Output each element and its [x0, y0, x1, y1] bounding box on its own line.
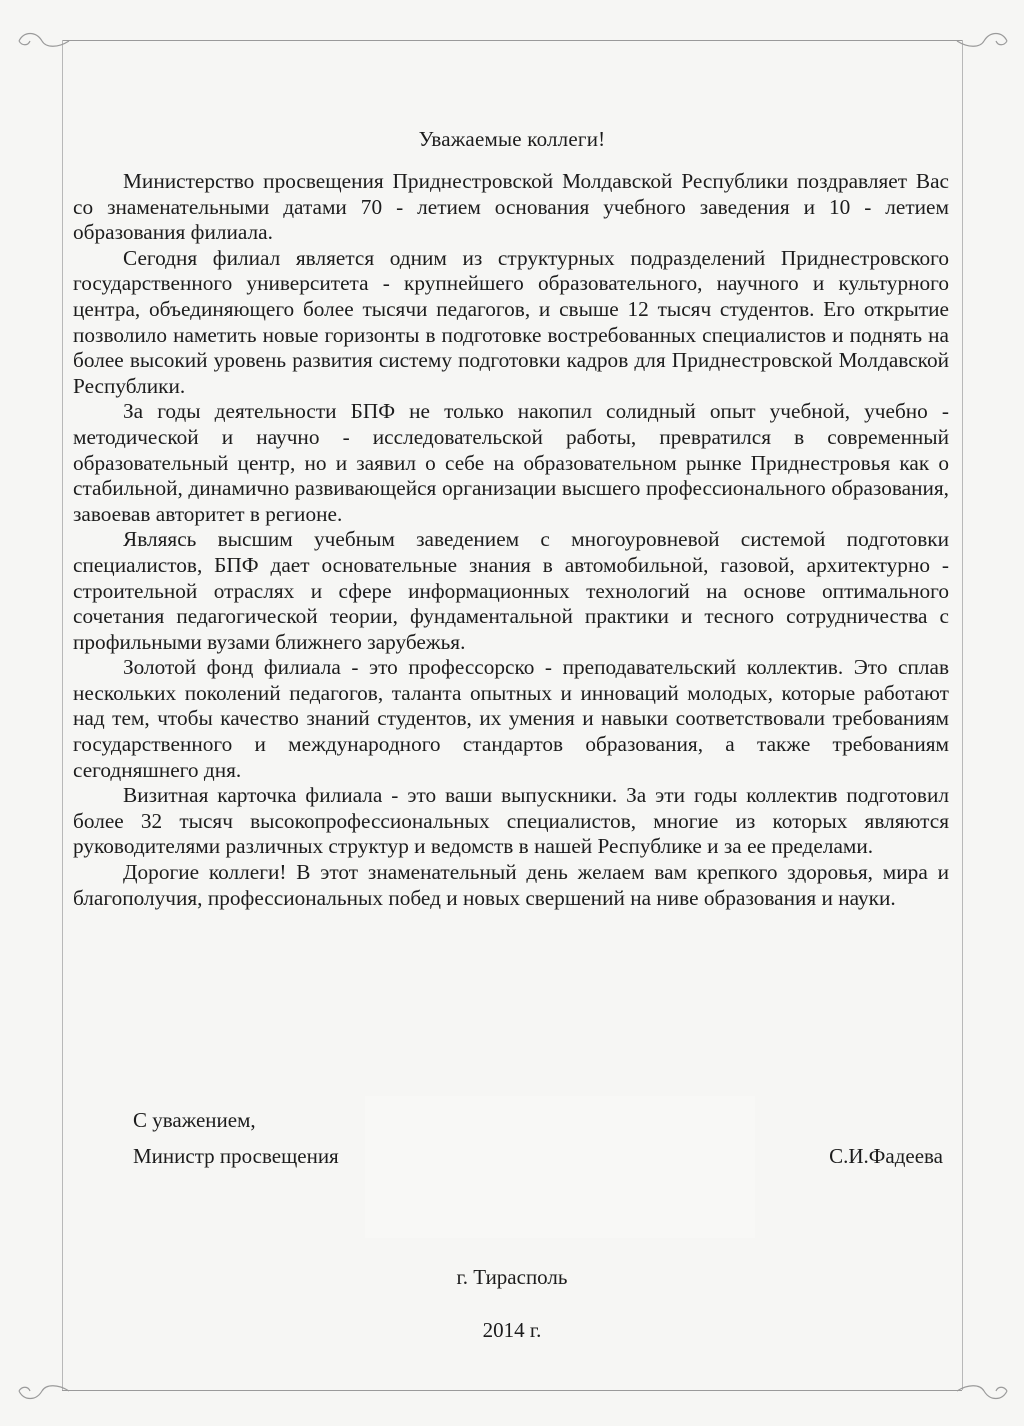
scroll-ornament-icon — [952, 28, 1012, 54]
scroll-ornament-icon — [14, 28, 74, 54]
paragraph: За годы деятельности БПФ не только накопил солидный опыт учебной, учебно - методической и научно - исследовательской работы, превратился в современный образовательный центр, но и заявил о себе на образовательном рынке Приднестровья как о стабильной, динамично развивающейся организации высшего профессионального образования, завоевав авторитет в регионе. — [73, 399, 949, 526]
letter-title: Уважаемые коллеги! — [418, 127, 606, 151]
frame-left-border — [62, 40, 63, 1390]
paragraph: Золотой фонд филиала - это профессорско - преподавательский коллектив. Это сплав нескольких поколений педагогов, таланта опытных и инноваций молодых, которые работают над тем, чтобы качество знаний студентов, их умения и навыки соответствовали требованиям государственного и международного стандартов образования, а также требованиям сегодняшнего дня. — [73, 655, 949, 782]
paragraph: Дорогие коллеги! В этот знаменательный день желаем вам крепкого здоровья, мира и благополучия, профессиональных побед и новых свершений на ниве образования и науки. — [73, 860, 949, 910]
paragraph: Сегодня филиал является одним из структурных подразделений Приднестровского государственного университета - крупнейшего образовательного, научного и культурного центра, объединяющего более тысячи педагогов, и свыше 12 тысяч студентов. Его открытие позволило наметить новые горизонты в подготовке востребованных специалистов и поднять на более высокий уровень развития систему подготовки кадров для Приднестровской Молдавской Республики. — [73, 245, 949, 398]
signer-title: Министр просвещения — [133, 1144, 339, 1168]
closing-text: С уважением, — [133, 1108, 256, 1132]
frame-bottom-border — [62, 1390, 962, 1391]
paragraph: Министерство просвещения Приднестровской Молдавской Республики поздравляет Вас со знаменательными датами 70 - летием основания учебного заведения и 10 - летием образования филиала. — [73, 169, 949, 245]
paragraph: Визитная карточка филиала - это ваши выпускники. За эти годы коллектив подготовил более 32 тысяч высокопрофессиональных специалистов, многие из которых являются руководителями различных структур и ведомств в нашей Республике и за ее пределами. — [73, 783, 949, 859]
scroll-ornament-icon — [14, 1378, 74, 1404]
redacted-area — [365, 1096, 755, 1238]
signer-name: С.И.Фадеева — [829, 1144, 943, 1168]
frame-right-border — [962, 40, 963, 1390]
scroll-ornament-icon — [952, 1378, 1012, 1404]
frame-top-border — [62, 40, 962, 41]
place-of-issue: г. Тирасполь — [456, 1265, 568, 1289]
issue-year: 2014 г. — [482, 1318, 542, 1342]
paragraph: Являясь высшим учебным заведением с многоуровневой системой подготовки специалистов, БПФ дает основательные знания в автомобильной, газовой, архитектурно - строительной отраслях и сфере информационных технологий на основе оптимального сочетания педагогической теории, фундаментальной практики и тесного сотрудничества с профильными вузами ближнего зарубежья. — [73, 527, 949, 654]
letter-body — [73, 169, 949, 911]
